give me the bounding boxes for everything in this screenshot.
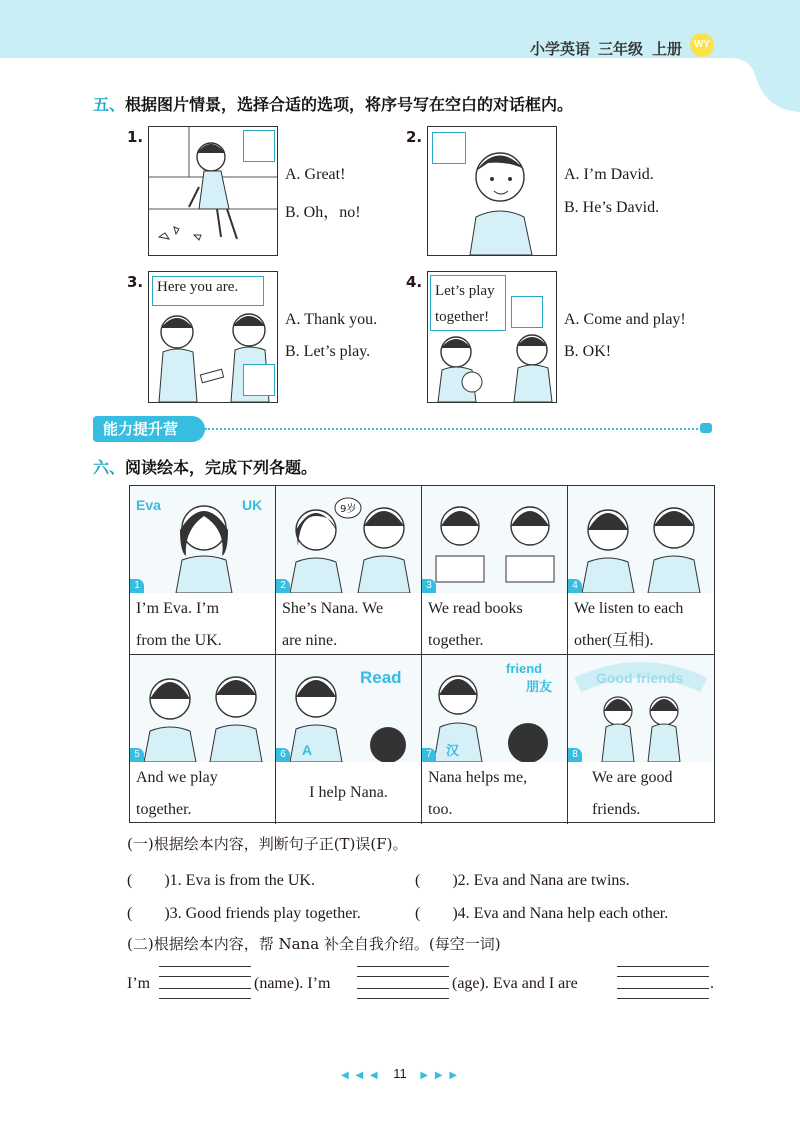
story-illustration: [568, 655, 714, 762]
panel-number: 2: [276, 579, 290, 593]
tf-statement: 2. Eva and Nana are twins.: [457, 872, 630, 889]
header-subject: 小学英语: [530, 40, 591, 58]
panel-number: 1: [130, 579, 144, 593]
story-line: I help Nana.: [309, 784, 388, 801]
eva-label: Eva: [136, 497, 161, 513]
writing-guide-line: [357, 998, 449, 999]
option-b: B. Let’s play.: [285, 343, 371, 360]
story-text: [276, 593, 421, 655]
part2-title: (二)根据绘本内容，帮 Nana 补全自我介绍。(每空一词): [127, 935, 501, 953]
uk-label: UK: [242, 497, 263, 513]
header-curve-decoration: [600, 0, 800, 120]
right-arrows-icon: ▶ ▶ ▶: [420, 1070, 460, 1081]
section5-title: [93, 92, 573, 115]
story-panel: [130, 655, 276, 824]
reading-books-illustration: [422, 486, 568, 593]
left-arrows-icon: ◀ ◀ ◀: [340, 1070, 380, 1081]
read-label: Read: [360, 668, 402, 687]
blank-age[interactable]: [357, 988, 449, 989]
story-text: [422, 762, 567, 824]
story-illustration: [276, 655, 421, 762]
blank-name[interactable]: [159, 988, 251, 989]
han-label: 汉: [446, 744, 460, 759]
story-line: from the UK.: [136, 632, 222, 649]
tf-statement: 1. Eva is from the UK.: [169, 872, 315, 889]
blank-relation[interactable]: [617, 988, 709, 989]
pencil-icon: [700, 423, 712, 433]
answer-bubble[interactable]: [243, 130, 275, 162]
wy-badge: WY: [690, 33, 714, 57]
story-line: We are good: [592, 769, 673, 786]
story-line: friends.: [592, 801, 641, 818]
page-footer: [0, 1066, 800, 1081]
nana-helps-illustration: [422, 655, 568, 762]
answer-parenthesis[interactable]: ( ): [127, 872, 170, 889]
story-text: [568, 593, 714, 655]
story-illustration: [422, 655, 567, 762]
pengyou-label: 朋友: [526, 680, 553, 695]
story-text: [568, 762, 714, 824]
speech-line: Let’s play: [435, 283, 495, 299]
story-panel: [422, 486, 568, 655]
story-line: We listen to each: [574, 600, 684, 617]
story-text: [422, 593, 567, 655]
story-line: are nine.: [282, 632, 338, 649]
story-panel: [276, 486, 422, 655]
story-line: together.: [428, 632, 484, 649]
option-a: A. Come and play!: [564, 311, 686, 328]
tf-item: [415, 867, 630, 890]
playing-together-illustration: [130, 655, 276, 762]
tf-item: [415, 900, 668, 923]
answer-bubble[interactable]: [243, 364, 275, 396]
tf-statement: 3. Good friends play together.: [169, 905, 361, 922]
question-number: 1.: [127, 128, 144, 146]
good-friends-label: Good friends: [596, 670, 684, 686]
tf-item: [127, 867, 315, 890]
story-line: I’m Eva. I’m: [136, 600, 220, 617]
tf-statement: 4. Eva and Nana help each other.: [457, 905, 669, 922]
writing-guide-line: [357, 966, 449, 967]
header-term: 上册: [652, 40, 683, 58]
banner-dotted-line: [205, 428, 702, 430]
answer-bubble[interactable]: [432, 132, 466, 164]
answer-parenthesis[interactable]: ( ): [415, 872, 458, 889]
ability-banner: 能力提升营: [93, 416, 205, 442]
story-illustration: [568, 486, 714, 593]
story-illustration: [276, 486, 421, 593]
letter-a-label: A: [302, 742, 313, 758]
writing-guide-line: [617, 976, 709, 977]
option-a: A. I’m David.: [564, 166, 654, 183]
age-label: 9岁: [340, 504, 357, 515]
writing-guide-line: [159, 976, 251, 977]
fill-text: (age). Eva and I are: [452, 975, 578, 992]
eva-nana-illustration: [276, 486, 422, 593]
option-a: A. Thank you.: [285, 311, 378, 328]
tf-item: [127, 900, 361, 923]
story-illustration: [130, 655, 275, 762]
option-b: B. OK!: [564, 343, 612, 360]
speech-bubble: Here you are.: [152, 276, 264, 306]
fill-text: .: [710, 975, 714, 992]
story-text: [130, 762, 275, 824]
story-panel: [422, 655, 568, 824]
writing-guide-line: [617, 998, 709, 999]
story-text: [276, 762, 421, 824]
story-line: Nana helps me,: [428, 769, 528, 786]
good-friends-illustration: [568, 655, 714, 762]
answer-bubble[interactable]: [511, 296, 543, 328]
section6-instruction: 阅读绘本，完成下列各题。: [125, 458, 318, 477]
story-line: other(互相).: [574, 632, 654, 649]
answer-parenthesis[interactable]: ( ): [415, 905, 458, 922]
part1-title: (一)根据绘本内容，判断句子正(T)误(F)。: [127, 835, 408, 853]
writing-guide-line: [357, 976, 449, 977]
panel-number: 7: [422, 748, 436, 762]
page-number: 11: [393, 1066, 407, 1081]
listening-illustration: [568, 486, 714, 593]
story-panel: [568, 655, 714, 824]
speech-bubble: [430, 275, 506, 331]
story-illustration: [422, 486, 567, 593]
section5-number: 五、: [93, 95, 126, 114]
picture-book-grid: [129, 485, 715, 823]
story-line: And we play: [136, 769, 218, 786]
writing-guide-line: [159, 966, 251, 967]
section5-instruction: 根据图片情景，选择合适的选项，将序号写在空白的对话框内。: [125, 95, 574, 114]
story-illustration: [130, 486, 275, 593]
header-grade: 三年级: [598, 40, 644, 58]
fill-text: (name). I’m: [254, 975, 331, 992]
fill-text: I’m: [127, 975, 151, 992]
option-b: B. Oh，no!: [285, 204, 361, 221]
question-number: 3.: [127, 273, 144, 291]
story-panel: [568, 486, 714, 655]
story-text: [130, 593, 275, 655]
answer-parenthesis[interactable]: ( ): [127, 905, 170, 922]
story-panel: [130, 486, 276, 655]
section6-number: 六、: [93, 458, 126, 477]
story-panel: [276, 655, 422, 824]
option-b: B. He’s David.: [564, 199, 660, 216]
panel-number: 8: [568, 748, 582, 762]
panel-number: 6: [276, 748, 290, 762]
speech-line: together!: [435, 309, 490, 325]
question-number: 4.: [406, 273, 423, 291]
eva-illustration: [130, 486, 276, 593]
story-line: together.: [136, 801, 192, 818]
option-a: A. Great!: [285, 166, 346, 183]
panel-number: 3: [422, 579, 436, 593]
section6-title: [93, 455, 317, 478]
panel-number: 4: [568, 579, 582, 593]
friend-label: friend: [506, 661, 543, 676]
writing-guide-line: [159, 998, 251, 999]
story-line: She’s Nana. We: [282, 600, 384, 617]
panel-number: 5: [130, 748, 144, 762]
story-line: We read books: [428, 600, 523, 617]
story-line: too.: [428, 801, 453, 818]
writing-guide-line: [617, 966, 709, 967]
question-number: 2.: [406, 128, 423, 146]
helping-illustration: [276, 655, 422, 762]
